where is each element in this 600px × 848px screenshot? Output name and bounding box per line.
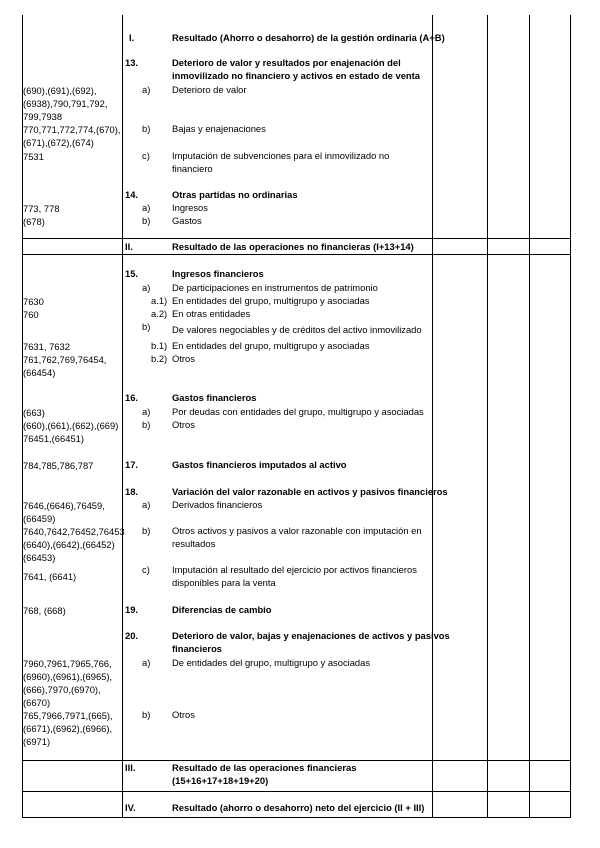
- row-label: Otros activos y pasivos a valor razonable con imputación en: [172, 525, 422, 536]
- row-number: b): [142, 321, 151, 332]
- account-code-line: (66459): [23, 513, 56, 524]
- row-label: resultados: [172, 538, 216, 549]
- column-divider: [122, 15, 123, 818]
- column-divider: [432, 15, 433, 818]
- account-code-line: (6640),(6642),(66452): [23, 539, 115, 550]
- row-divider: [22, 238, 571, 239]
- table-border-right: [570, 15, 571, 818]
- column-divider: [487, 15, 488, 818]
- row-label: inmovilizado no financiero y activos en estado de venta: [172, 70, 420, 81]
- row-number: 17.: [125, 459, 139, 470]
- row-label: Ingresos financieros: [172, 268, 264, 279]
- account-code-line: (678): [23, 216, 45, 227]
- row-number: a): [142, 499, 151, 510]
- row-label: disponibles para la venta: [172, 577, 276, 588]
- row-number: a): [142, 282, 151, 293]
- row-number: a): [142, 406, 151, 417]
- account-codes: [23, 709, 113, 748]
- account-code-line: 7631, 7632: [23, 341, 70, 352]
- row-label: Otras partidas no ordinarias: [172, 189, 298, 200]
- row-label: En entidades del grupo, multigrupo y asociadas: [172, 340, 370, 351]
- table-border-bottom: [22, 817, 571, 818]
- row-label: De entidades del grupo, multigrupo y asociadas: [172, 657, 371, 668]
- account-codes: [23, 353, 106, 379]
- row-number: a): [142, 657, 151, 668]
- row-label: Gastos financieros: [172, 392, 257, 403]
- row-number: b): [142, 709, 151, 720]
- row-divider: [22, 254, 571, 255]
- row-number: a.2): [151, 308, 168, 319]
- row-label: Derivados financieros: [172, 499, 263, 510]
- account-code-line: 761,762,769,76454,: [23, 354, 107, 365]
- row-number: c): [142, 150, 150, 161]
- row-label: Deterioro de valor: [172, 84, 247, 95]
- account-code-line: 7646,(6646),76459,: [23, 500, 105, 511]
- account-code-line: 784,785,786,787: [23, 460, 94, 471]
- row-label: Bajas y enajenaciones: [172, 123, 266, 134]
- row-number: I.: [129, 32, 135, 43]
- account-code-line: 7960,7961,7965,766,: [23, 658, 112, 669]
- row-label: financieros: [172, 643, 223, 654]
- row-label: Resultado (Ahorro o desahorro) de la gestión ordinaria (A+B): [172, 32, 445, 43]
- row-label: Deterioro de valor y resultados por enajenación del: [172, 57, 401, 68]
- account-code-line: (666),7970,(6970),: [23, 684, 101, 695]
- row-number: 16.: [125, 392, 139, 403]
- account-codes: [23, 657, 112, 709]
- account-code-line: (66454): [23, 367, 56, 378]
- row-number: 13.: [125, 57, 139, 68]
- account-codes: [23, 123, 120, 149]
- row-label: Deterioro de valor, bajas y enajenaciones de activos y pasivos: [172, 630, 450, 641]
- account-code-line: (6971): [23, 736, 51, 747]
- row-label: Imputación al resultado del ejercicio por activos financieros: [172, 564, 417, 575]
- row-label: Otros: [172, 419, 195, 430]
- account-code-line: 76451,(66451): [23, 433, 84, 444]
- row-number: IV.: [125, 802, 136, 813]
- row-label: Gastos financieros imputados al activo: [172, 459, 347, 470]
- account-code-line: 770,771,772,774,(670),: [23, 124, 121, 135]
- account-code-line: 7630: [23, 296, 44, 307]
- row-number: 19.: [125, 604, 139, 615]
- row-label: De valores negociables y de créditos del activo inmovilizado: [172, 324, 422, 335]
- account-code-line: 773, 778: [23, 203, 60, 214]
- row-number: a): [142, 84, 151, 95]
- account-code-line: 7641, (6641): [23, 571, 77, 582]
- row-number: b.2): [151, 353, 168, 364]
- row-label: Resultado (ahorro o desahorro) neto del ejercicio (II + III): [172, 802, 425, 813]
- account-codes: [23, 308, 39, 321]
- account-codes: [23, 499, 105, 525]
- account-codes: [23, 604, 66, 617]
- row-number: 14.: [125, 189, 139, 200]
- account-code-line: (690),(691),(692),: [23, 85, 97, 96]
- account-code-line: 799,7938: [23, 111, 63, 122]
- account-code-line: 7531: [23, 151, 44, 162]
- account-code-line: 768, (668): [23, 605, 66, 616]
- account-codes: [23, 150, 44, 163]
- column-divider: [529, 15, 530, 818]
- account-code-line: (66453): [23, 552, 56, 563]
- account-code-line: (663): [23, 407, 45, 418]
- row-number: a): [142, 202, 151, 213]
- account-code-line: 760: [23, 309, 39, 320]
- account-codes: [23, 406, 45, 419]
- row-label: Por deudas con entidades del grupo, multigrupo y asociadas: [172, 406, 424, 417]
- row-label: Resultado de las operaciones no financieras (I+13+14): [172, 241, 414, 252]
- row-label: En otras entidades: [172, 308, 251, 319]
- row-label: Resultado de las operaciones financieras: [172, 762, 357, 773]
- row-number: b): [142, 419, 151, 430]
- account-code-line: (6671),(6962),(6966),: [23, 723, 113, 734]
- account-code-line: (6960),(6961),(6965),: [23, 671, 113, 682]
- account-codes: [23, 84, 107, 123]
- row-label: Ingresos: [172, 202, 208, 213]
- row-divider: [22, 791, 571, 792]
- row-number: a.1): [151, 295, 168, 306]
- account-code-line: (6670): [23, 697, 51, 708]
- row-number: b): [142, 525, 151, 536]
- row-label: De participaciones en instrumentos de patrimonio: [172, 282, 378, 293]
- row-number: 20.: [125, 630, 139, 641]
- row-label: Imputación de subvenciones para el inmovilizado no: [172, 150, 390, 161]
- row-number: 15.: [125, 268, 139, 279]
- account-codes: [23, 459, 93, 472]
- row-label: En entidades del grupo, multigrupo y asociadas: [172, 295, 370, 306]
- account-codes: [23, 340, 70, 353]
- row-number: III.: [125, 762, 136, 773]
- account-code-line: (6938),790,791,792,: [23, 98, 108, 109]
- account-codes: [23, 525, 125, 564]
- account-code-line: (660),(661),(662),(669): [23, 420, 119, 431]
- row-label: Otros: [172, 353, 195, 364]
- row-number: c): [142, 564, 150, 575]
- row-number: 18.: [125, 486, 139, 497]
- row-label: Variación del valor razonable en activos y pasivos financieros: [172, 486, 448, 497]
- account-code-line: 765,7966,7971,(665),: [23, 710, 113, 721]
- row-label: Gastos: [172, 215, 202, 226]
- row-label: Diferencias de cambio: [172, 604, 272, 615]
- row-divider: [22, 760, 571, 761]
- row-label: Otros: [172, 709, 195, 720]
- row-label: (15+16+17+18+19+20): [172, 775, 269, 786]
- account-codes: [23, 295, 44, 308]
- account-code-line: 7640,7642,76452,76453: [23, 526, 125, 537]
- row-number: b.1): [151, 340, 168, 351]
- row-number: b): [142, 123, 151, 134]
- account-code-line: (671),(672),(674): [23, 137, 94, 148]
- account-codes: [23, 202, 60, 215]
- account-codes: [23, 215, 45, 228]
- row-number: II.: [125, 241, 133, 252]
- row-number: b): [142, 215, 151, 226]
- account-codes: [23, 570, 76, 583]
- account-codes: [23, 419, 118, 445]
- row-label: financiero: [172, 163, 213, 174]
